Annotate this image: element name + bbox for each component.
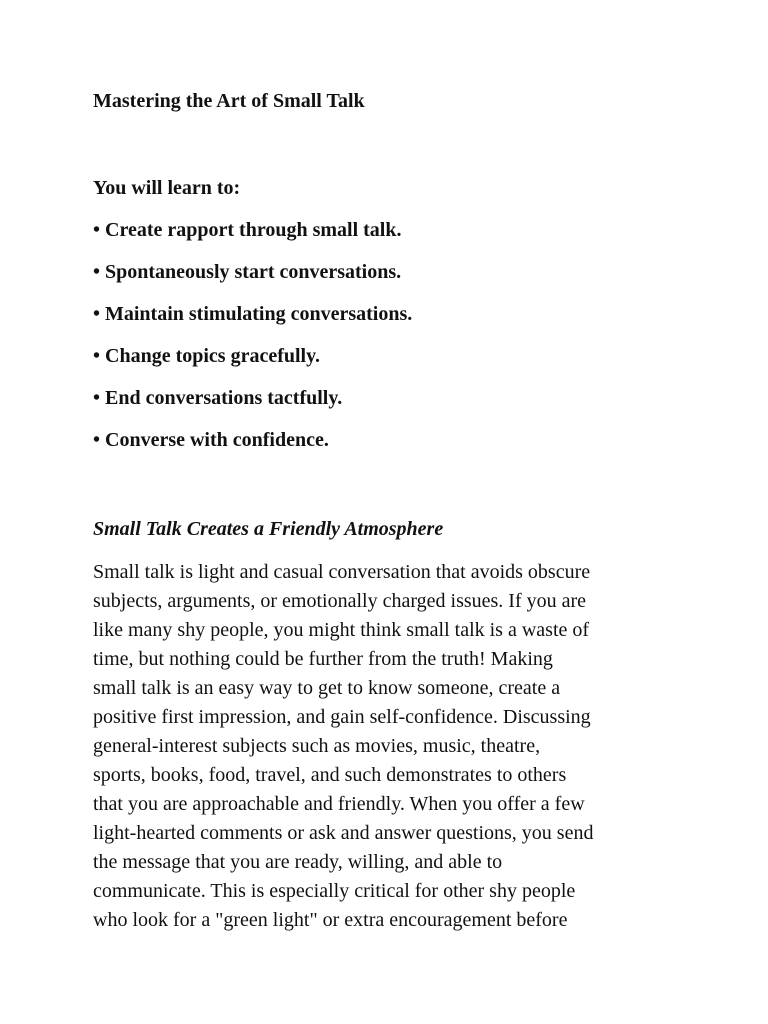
list-item: • End conversations tactfully. (93, 387, 343, 409)
body-paragraph (93, 558, 683, 935)
paragraph-line: small talk is an easy way to get to know someone, create a (93, 677, 561, 699)
paragraph-line: positive first impression, and gain self-confidence. Discussing (93, 706, 591, 728)
paragraph-line: who look for a "green light" or extra encouragement before (93, 909, 568, 931)
paragraph-line: time, but nothing could be further from the truth! Making (93, 648, 553, 670)
paragraph-line: Small talk is light and casual conversation that avoids obscure (93, 561, 591, 583)
paragraph-line: subjects, arguments, or emotionally charged issues. If you are (93, 590, 587, 612)
list-item: • Converse with confidence. (93, 429, 329, 451)
list-item: • Maintain stimulating conversations. (93, 303, 413, 325)
paragraph-line: that you are approachable and friendly. When you offer a few (93, 793, 585, 815)
paragraph-line: light-hearted comments or ask and answer questions, you send (93, 822, 594, 844)
paragraph-line: general-interest subjects such as movies, music, theatre, (93, 735, 541, 757)
list-item: • Spontaneously start conversations. (93, 261, 402, 283)
list-item: • Change topics gracefully. (93, 345, 320, 367)
paragraph-line: the message that you are ready, willing, and able to (93, 851, 503, 873)
learn-heading: You will learn to: (93, 177, 241, 199)
paragraph-line: sports, books, food, travel, and such demonstrates to others (93, 764, 567, 786)
learning-objectives-list (93, 218, 412, 470)
section-heading: Small Talk Creates a Friendly Atmosphere (93, 518, 444, 540)
list-item: • Create rapport through small talk. (93, 219, 402, 241)
paragraph-line: like many shy people, you might think small talk is a waste of (93, 619, 590, 641)
document-title: Mastering the Art of Small Talk (93, 90, 365, 112)
paragraph-line: communicate. This is especially critical for other shy people (93, 880, 576, 902)
